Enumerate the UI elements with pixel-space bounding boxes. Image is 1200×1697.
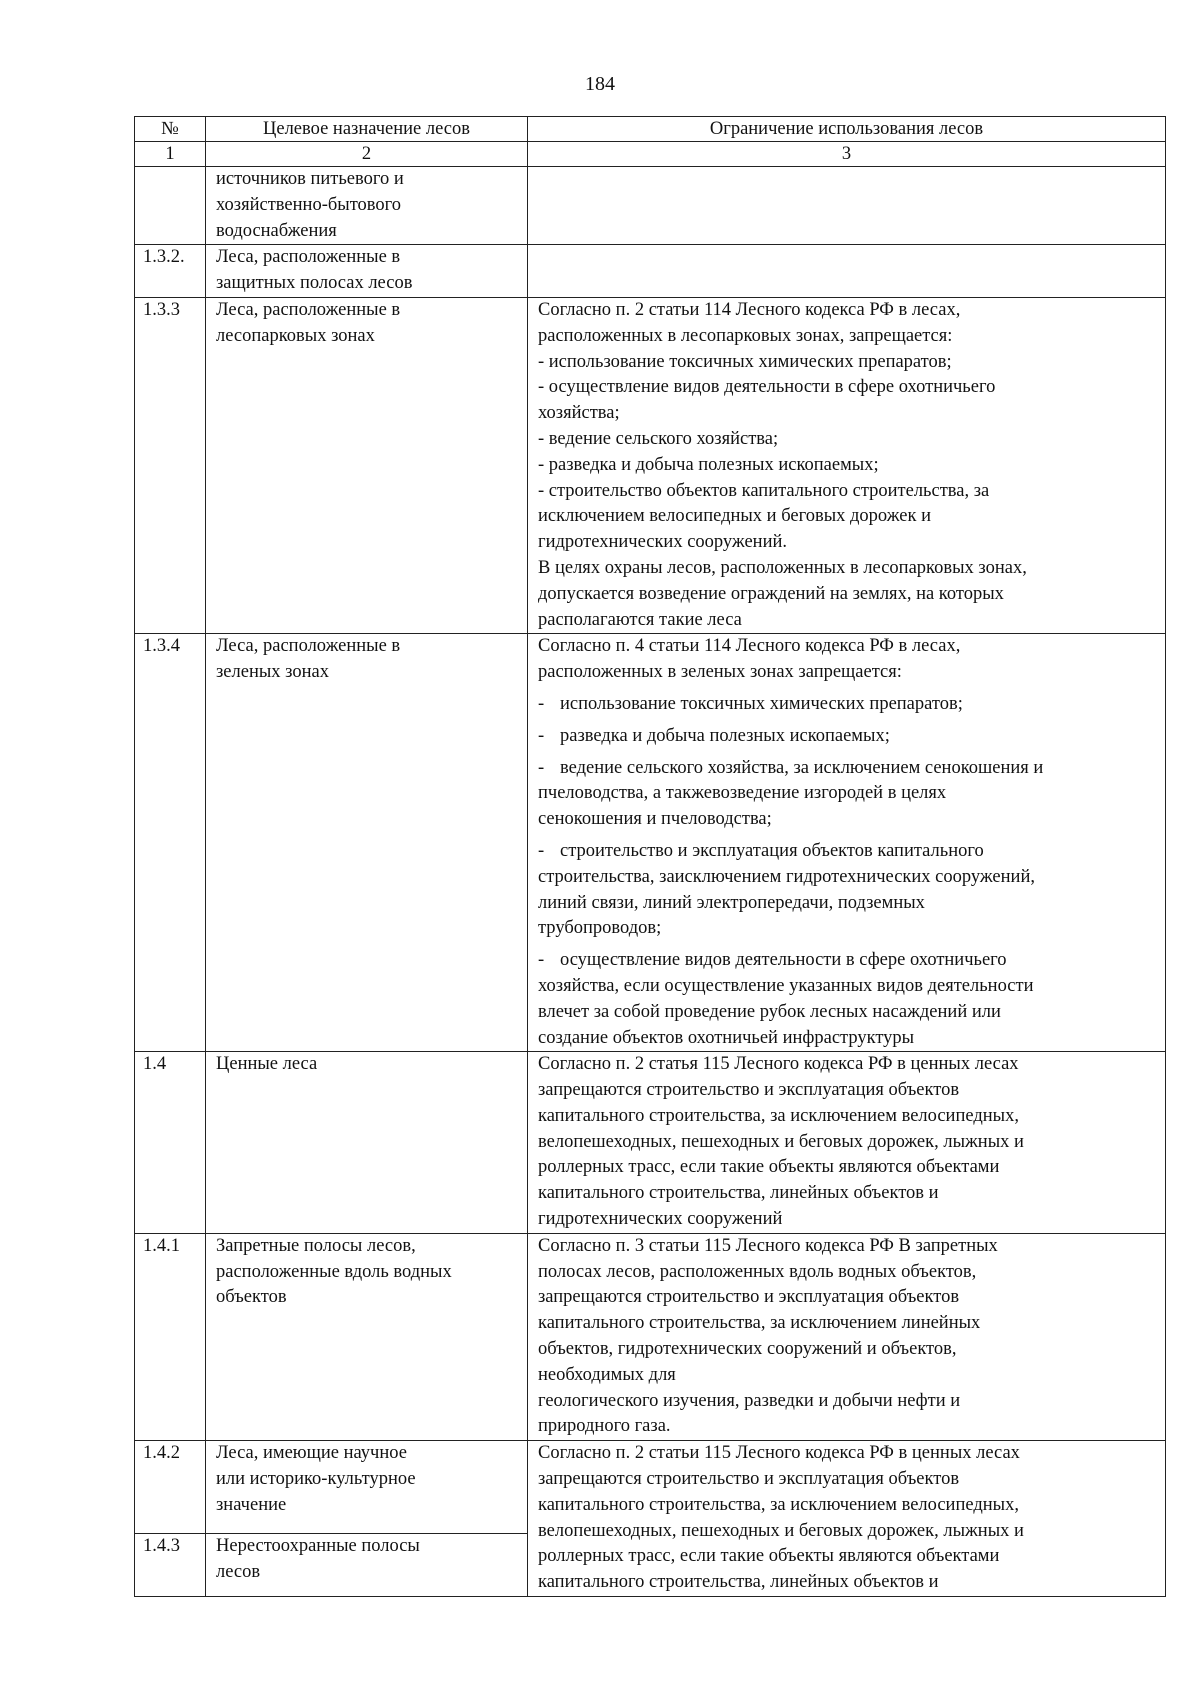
restriction-line: трубопроводов;: [538, 918, 662, 939]
purpose-line: хозяйственно-бытового: [216, 194, 402, 215]
purpose-line: лесов: [216, 1562, 261, 1583]
restriction-line: сенокошения и пчеловодства;: [538, 809, 772, 830]
restriction-cell: [528, 1233, 1166, 1440]
restriction-line: - ведение сельского хозяйства;: [538, 428, 779, 449]
purpose-cell: [206, 245, 528, 298]
restriction-line: запрещаются строительство и эксплуатация объектов: [538, 1469, 960, 1490]
restriction-line: Согласно п. 3 статьи 115 Лесного кодекса РФ В запретных: [538, 1235, 998, 1256]
row-number: 1.4.3: [135, 1534, 206, 1597]
column-number: 3: [528, 142, 1166, 167]
restriction-line: капитального строительства, линейных объектов и: [538, 1572, 939, 1593]
purpose-line: Леса, расположенные в: [216, 636, 401, 657]
restriction-line: запрещаются строительство и эксплуатация объектов: [538, 1287, 960, 1308]
header-restriction: Ограничение использования лесов: [528, 117, 1166, 142]
purpose-line: водоснабжения: [216, 220, 337, 241]
restriction-line: линий связи, линий электропередачи, подземных: [538, 892, 925, 913]
purpose-line: защитных полосах лесов: [216, 273, 413, 294]
bullet-text: использование токсичных химических препаратов;: [560, 693, 963, 714]
bullet-text: разведка и добыча полезных ископаемых;: [560, 725, 890, 746]
table-row: [135, 1441, 1166, 1534]
purpose-line: Леса, расположенные в: [216, 299, 401, 320]
table-row: [135, 1052, 1166, 1234]
restriction-cell: [528, 167, 1166, 245]
restriction-line: гидротехнических сооружений.: [538, 532, 788, 553]
restriction-line: - осуществление видов деятельности в сфере охотничьего: [538, 377, 996, 398]
dash-icon: -: [538, 757, 545, 778]
restriction-line: гидротехнических сооружений: [538, 1209, 783, 1230]
row-number: 1.4: [135, 1052, 206, 1234]
restriction-line: геологического изучения, разведки и добычи нефти и: [538, 1390, 961, 1411]
restriction-line: хозяйства, если осуществление указанных видов деятельности: [538, 975, 1034, 996]
restriction-line: исключением велосипедных и беговых дорожек и: [538, 506, 931, 527]
restriction-line: капитального строительства, за исключением линейных: [538, 1313, 981, 1334]
purpose-cell: [206, 167, 528, 245]
restriction-line: велопешеходных, пешеходных и беговых дорожек, лыжных и: [538, 1520, 1024, 1541]
restriction-bullet: [538, 839, 1161, 865]
table-row: [135, 1233, 1166, 1440]
purpose-line: источников питьевого и: [216, 169, 404, 189]
restriction-bullet: [538, 692, 1161, 718]
bullet-text: осуществление видов деятельности в сфере охотничьего: [560, 950, 1007, 971]
restriction-line: Согласно п. 2 статьи 114 Лесного кодекса РФ в лесах,: [538, 299, 961, 320]
dash-icon: -: [538, 950, 545, 971]
dash-icon: -: [538, 725, 545, 746]
restriction-line: располагаются такие леса: [538, 609, 742, 630]
purpose-cell: [206, 297, 528, 633]
restriction-cell: [528, 1441, 1166, 1597]
restriction-line: расположенных в лесопарковых зонах, запрещается:: [538, 325, 953, 346]
row-number: 1.3.2.: [135, 245, 206, 298]
restriction-line: природного газа.: [538, 1416, 671, 1437]
purpose-line: или историко-культурное: [216, 1469, 416, 1490]
purpose-cell: [206, 634, 528, 1052]
forest-restrictions-table: [134, 116, 1166, 1597]
purpose-line: Нерестоохранные полосы: [216, 1536, 420, 1557]
restriction-line: - разведка и добыча полезных ископаемых;: [538, 454, 879, 475]
restriction-line: капитального строительства, за исключением велосипедных,: [538, 1105, 1019, 1126]
purpose-line: расположенные вдоль водных: [216, 1261, 452, 1282]
column-number: 2: [206, 142, 528, 167]
purpose-line: Леса, расположенные в: [216, 247, 401, 268]
restriction-line: В целях охраны лесов, расположенных в лесопарковых зонах,: [538, 557, 1027, 578]
header-purpose: Целевое назначение лесов: [206, 117, 528, 142]
purpose-cell: [206, 1534, 528, 1597]
restriction-line: - использование токсичных химических препаратов;: [538, 351, 952, 372]
restriction-line: пчеловодства, а такжевозведение изгородей в целях: [538, 783, 947, 804]
restriction-line: капитального строительства, за исключением велосипедных,: [538, 1494, 1019, 1515]
table-row: [135, 297, 1166, 633]
column-number: 1: [135, 142, 206, 167]
header-number: №: [135, 117, 206, 142]
restriction-bullet: [538, 724, 1161, 750]
purpose-line: Ценные леса: [216, 1054, 318, 1075]
restriction-line: роллерных трасс, если такие объекты являются объектами: [538, 1546, 1000, 1567]
column-number-row: [135, 142, 1166, 167]
restriction-cell: [528, 1052, 1166, 1234]
restriction-line: влечет за собой проведение рубок лесных насаждений или: [538, 1001, 1001, 1022]
restriction-line: Согласно п. 2 статья 115 Лесного кодекса РФ в ценных лесах: [538, 1054, 1019, 1075]
row-number: 1.4.2: [135, 1441, 206, 1534]
restriction-line: объектов, гидротехнических сооружений и объектов,: [538, 1339, 957, 1360]
restriction-bullet: [538, 756, 1161, 782]
restriction-line: роллерных трасс, если такие объекты являются объектами: [538, 1157, 1000, 1178]
restriction-line: создание объектов охотничьей инфраструктуры: [538, 1027, 915, 1048]
dash-icon: -: [538, 840, 545, 861]
bullet-text: строительство и эксплуатация объектов капитального: [560, 840, 984, 861]
purpose-cell: [206, 1052, 528, 1234]
restriction-line: полосах лесов, расположенных вдоль водных объектов,: [538, 1261, 977, 1282]
restriction-line: необходимых для: [538, 1364, 676, 1385]
row-number: 1.3.4: [135, 634, 206, 1052]
purpose-line: значение: [216, 1494, 287, 1515]
purpose-line: объектов: [216, 1287, 287, 1308]
restriction-line: строительства, заисключением гидротехнических сооружений,: [538, 866, 1035, 887]
page-number: 184: [585, 73, 615, 95]
restriction-line: капитального строительства, линейных объектов и: [538, 1183, 939, 1204]
dash-icon: -: [538, 693, 545, 714]
restriction-line: велопешеходных, пешеходных и беговых дорожек, лыжных и: [538, 1131, 1024, 1152]
table-row: [135, 634, 1166, 1052]
purpose-line: зеленых зонах: [216, 662, 329, 683]
bullet-text: ведение сельского хозяйства, за исключением сенокошения и: [560, 757, 1044, 778]
purpose-line: лесопарковых зонах: [216, 325, 375, 346]
table-row: [135, 167, 1166, 245]
restriction-line: Согласно п. 2 статьи 115 Лесного кодекса РФ в ценных лесах: [538, 1443, 1020, 1464]
restriction-line: расположенных в зеленых зонах запрещается:: [538, 662, 902, 683]
restriction-line: Согласно п. 4 статьи 114 Лесного кодекса РФ в лесах,: [538, 636, 961, 657]
restriction-bullet: [538, 948, 1161, 974]
purpose-line: Запретные полосы лесов,: [216, 1235, 416, 1256]
table-row: [135, 245, 1166, 298]
row-number: 1.3.3: [135, 297, 206, 633]
restriction-cell: [528, 245, 1166, 298]
restriction-line: допускается возведение ограждений на землях, на которых: [538, 583, 1004, 604]
restriction-cell: [528, 634, 1166, 1052]
row-number: [135, 167, 206, 245]
purpose-line: Леса, имеющие научное: [216, 1443, 407, 1464]
row-number: 1.4.1: [135, 1233, 206, 1440]
restriction-line: хозяйства;: [538, 403, 620, 424]
restriction-line: запрещаются строительство и эксплуатация объектов: [538, 1080, 960, 1101]
table-header-row: [135, 117, 1166, 142]
restriction-line: - строительство объектов капитального строительства, за: [538, 480, 990, 501]
purpose-cell: [206, 1441, 528, 1534]
purpose-cell: [206, 1233, 528, 1440]
restriction-cell: [528, 297, 1166, 633]
